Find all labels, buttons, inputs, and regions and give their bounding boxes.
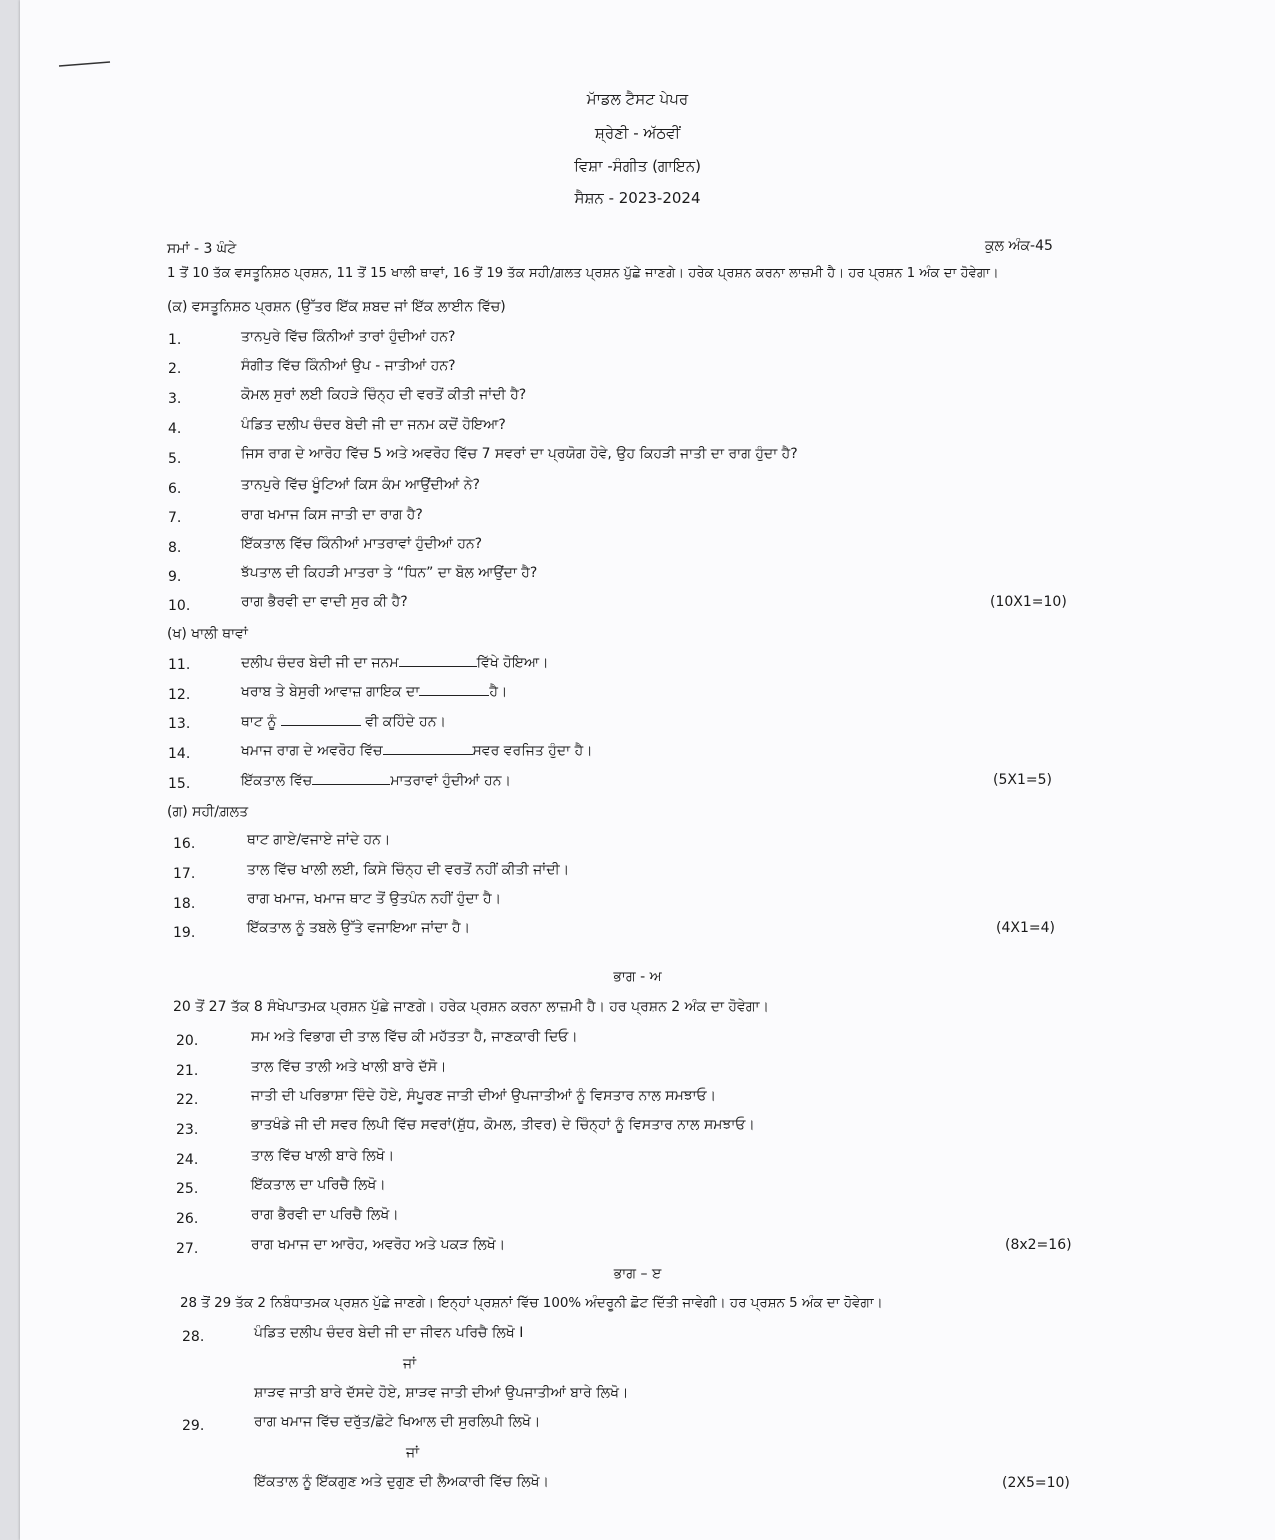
question-text: ਪੰਡਿਤ ਦਲੀਪ ਚੰਦਰ ਬੇਦੀ ਜੀ ਦਾ ਜਨਮ ਕਦੋਂ ਹੋਇਆ?: [241, 417, 506, 433]
fill-blank-question: [241, 772, 511, 789]
question-text-before: ਥਾਟ ਨੂੰ: [241, 714, 277, 730]
question-number: 4.: [168, 421, 182, 437]
question-text: ਰਾਗ ਭੈਰਵੀ ਦਾ ਪਰਿਚੈ ਲਿਖੋ।: [251, 1207, 399, 1223]
class-label: ਸ਼੍ਰੇਣੀ - ਅੱਠਵੀਂ: [594, 124, 681, 142]
question-number: 5.: [168, 451, 182, 467]
scan-pen-mark: [58, 60, 112, 68]
fill-blank-question: [241, 742, 593, 759]
time-label: ਸਮਾਂ - 3 ਘੰਟੇ: [167, 241, 237, 257]
question-number: 28.: [182, 1329, 205, 1345]
total-marks-label: ਕੁਲ ਅੰਕ-45: [985, 238, 1053, 254]
question-text: ਤਾਲ ਵਿੱਚ ਖਾਲੀ ਲਈ, ਕਿਸੇ ਚਿੰਨ੍ਹ ਦੀ ਵਰਤੋਂ ਨਹੀਂ ਕੀਤੀ ਜਾਂਦੀ।: [247, 862, 570, 878]
fill-blank-question: [241, 654, 549, 671]
question-text: ਭਾਤਖੰਡੇ ਜੀ ਦੀ ਸਵਰ ਲਿਪੀ ਵਿੱਚ ਸਵਰਾਂ(ਸ਼ੁੱਧ, ਕੋਮਲ, ਤੀਵਰ) ਦੇ ਚਿੰਨ੍ਹਾਂ ਨੂੰ ਵਿਸਤਾਰ ਨਾਲ ਸਮਝਾਓ।: [251, 1117, 755, 1133]
question-number: 15.: [168, 776, 191, 792]
question-text: ਰਾਗ ਖਮਾਜ ਵਿੱਚ ਦਰੁੱਤ/ਛੋਟੇ ਖਿਆਲ ਦੀ ਸੁਰਲਿਪੀ ਲਿਖੋ।: [254, 1414, 541, 1430]
question-text-after: ਮਾਤਰਾਵਾਂ ਹੁੰਦੀਆਂ ਹਨ।: [390, 773, 511, 789]
question-text: ਤਾਨਪੁਰੇ ਵਿੱਚ ਕਿੰਨੀਆਂ ਤਾਰਾਂ ਹੁੰਦੀਆਂ ਹਨ?: [241, 329, 456, 345]
question-text: ਇੱਕਤਾਲ ਨੂੰ ਤਬਲੇ ਉੱਤੇ ਵਜਾਇਆ ਜਾਂਦਾ ਹੈ।: [247, 920, 471, 936]
question-text: ਇੱਕਤਾਲ ਦਾ ਪਰਿਚੈ ਲਿਖੋ।: [251, 1177, 386, 1193]
question-number: 8.: [168, 540, 182, 556]
answer-blank: [399, 654, 477, 667]
answer-blank: [281, 713, 361, 726]
part-e-instructions: 28 ਤੋਂ 29 ਤੱਕ 2 ਨਿਬੰਧਾਤਮਕ ਪ੍ਰਸ਼ਨ ਪੁੱਛੇ ਜਾਣਗੇ। ਇਨ੍ਹਾਂ ਪ੍ਰਸ਼ਨਾਂ ਵਿੱਚ 100% ਅੰਦਰੂਨੀ ਛੋਟ ਦਿੱਤੀ ਜਾਵੇਗੀ। ਹਰ ਪ੍ਰਸ਼ਨ 5 ਅੰਕ ਦਾ ਹੋਵੇਗਾ।: [180, 1296, 883, 1311]
question-number: 24.: [176, 1152, 199, 1168]
question-text: ਤਾਲ ਵਿੱਚ ਤਾਲੀ ਅਤੇ ਖਾਲੀ ਬਾਰੇ ਦੱਸੋ।: [251, 1059, 447, 1075]
subject-label: ਵਿਸ਼ਾ -ਸੰਗੀਤ (ਗਾਇਨ): [574, 157, 701, 175]
question-text: ਰਾਗ ਖਮਾਜ ਦਾ ਆਰੋਹ, ਅਵਰੋਹ ਅਤੇ ਪਕੜ ਲਿਖੋ।: [251, 1237, 506, 1253]
question-alternative-text: ਇੱਕਤਾਲ ਨੂੰ ਇੱਕਗੁਣ ਅਤੇ ਦੁਗੁਣ ਦੀ ਲੈਅਕਾਰੀ ਵਿੱਚ ਲਿਖੋ।: [254, 1474, 549, 1490]
part-a-heading: ਭਾਗ - ਅ: [613, 969, 662, 985]
part-e-heading: ਭਾਗ – ੲ: [613, 1266, 662, 1282]
question-number: 19.: [173, 925, 196, 941]
answer-blank: [312, 772, 390, 785]
question-text-after: ਵਿੱਖੇ ਹੋਇਆ।: [476, 655, 549, 671]
question-text: ਤਾਲ ਵਿੱਚ ਖਾਲੀ ਬਾਰੇ ਲਿਖੋ।: [251, 1148, 395, 1164]
session-label: ਸੈਸ਼ਨ - 2023-2024: [574, 189, 701, 207]
part-e-marks: (2X5=10): [1002, 1475, 1070, 1491]
question-text-before: ਖਮਾਜ ਰਾਗ ਦੇ ਅਵਰੋਹ ਵਿੱਚ: [241, 743, 383, 759]
section-c-heading: (ਗ) ਸਹੀ/ਗ਼ਲਤ: [167, 804, 249, 820]
question-number: 16.: [173, 836, 196, 852]
or-label: ਜਾਂ: [406, 1445, 420, 1461]
part-a-marks: (8x2=16): [1005, 1237, 1072, 1253]
fill-blank-question: [241, 713, 446, 730]
section-b-heading: (ਖ) ਖਾਲੀ ਥਾਵਾਂ: [167, 626, 248, 642]
question-number: 2.: [168, 361, 182, 377]
question-text-before: ਦਲੀਪ ਚੰਦਰ ਬੇਦੀ ਜੀ ਦਾ ਜਨਮ: [241, 655, 399, 671]
question-text: ਰਾਗ ਭੈਰਵੀ ਦਾ ਵਾਦੀ ਸੁਰ ਕੀ ਹੈ?: [241, 594, 408, 610]
question-number: 1.: [168, 332, 182, 348]
question-text-after: ਸਵਰ ਵਰਜਿਤ ਹੁੰਦਾ ਹੈ।: [472, 743, 593, 759]
paper-title: ਮਾੱਡਲ ਟੈਸਟ ਪੇਪਰ: [586, 90, 689, 108]
question-number: 11.: [168, 657, 191, 673]
question-number: 23.: [176, 1122, 199, 1138]
part-a-instructions: 20 ਤੋਂ 27 ਤੱਕ 8 ਸੰਖੇਪਾਤਮਕ ਪ੍ਰਸ਼ਨ ਪੁੱਛੇ ਜਾਣਗੇ। ਹਰੇਕ ਪ੍ਰਸ਼ਨ ਕਰਨਾ ਲਾਜ਼ਮੀ ਹੈ। ਹਰ ਪ੍ਰਸ਼ਨ 2 ਅੰਕ ਦਾ ਹੋਵੇਗਾ।: [173, 999, 769, 1015]
section-a-heading: (ਕ) ਵਸਤੂਨਿਸ਼ਠ ਪ੍ਰਸ਼ਨ (ਉੱਤਰ ਇੱਕ ਸ਼ਬਦ ਜਾਂ ਇੱਕ ਲਾਈਨ ਵਿੱਚ): [167, 299, 506, 315]
question-text: ਪੰਡਿਤ ਦਲੀਪ ਚੰਦਰ ਬੇਦੀ ਜੀ ਦਾ ਜੀਵਨ ਪਰਿਚੈ ਲਿਖੋ I: [254, 1325, 524, 1341]
question-number: 25.: [176, 1181, 199, 1197]
question-text: ਸਮ ਅਤੇ ਵਿਭਾਗ ਦੀ ਤਾਲ ਵਿੱਚ ਕੀ ਮਹੱਤਤਾ ਹੈ, ਜਾਣਕਾਰੀ ਦਿਓ।: [251, 1029, 578, 1045]
fill-blank-question: [241, 683, 507, 700]
question-text: ਇੱਕਤਾਲ ਵਿੱਚ ਕਿੰਨੀਆਂ ਮਾਤਰਾਵਾਂ ਹੁੰਦੀਆਂ ਹਨ?: [241, 536, 483, 552]
question-text: ਜਾਤੀ ਦੀ ਪਰਿਭਾਸ਼ਾ ਦਿੰਦੇ ਹੋਏ, ਸੰਪੂਰਣ ਜਾਤੀ ਦੀਆਂ ਉਪਜਾਤੀਆਂ ਨੂੰ ਵਿਸਤਾਰ ਨਾਲ ਸਮਝਾਓ।: [251, 1088, 717, 1104]
question-number: 26.: [176, 1211, 199, 1227]
question-number: 22.: [176, 1092, 199, 1108]
question-number: 3.: [168, 391, 182, 407]
general-instructions: 1 ਤੋਂ 10 ਤੱਕ ਵਸਤੂਨਿਸ਼ਠ ਪ੍ਰਸ਼ਨ, 11 ਤੋਂ 15 ਖਾਲੀ ਥਾਵਾਂ, 16 ਤੋਂ 19 ਤੱਕ ਸਹੀ/ਗ਼ਲਤ ਪ੍ਰਸ਼ਨ ਪੁੱਛੇ ਜਾਣਗੇ। ਹਰੇਕ ਪ੍ਰਸ਼ਨ ਕਰਨਾ ਲਾਜ਼ਮੀ ਹੈ। ਹਰ ਪ੍ਰਸ਼ਨ 1 ਅੰਕ ਦਾ ਹੋਵੇਗਾ।: [167, 266, 999, 281]
question-text: ਰਾਗ ਖਮਾਜ ਕਿਸ ਜਾਤੀ ਦਾ ਰਾਗ ਹੈ?: [241, 507, 423, 523]
question-number: 7.: [168, 510, 182, 526]
question-text: ਥਾਟ ਗਾਏ/ਵਜਾਏ ਜਾਂਦੇ ਹਨ।: [247, 832, 391, 848]
question-number: 17.: [173, 866, 196, 882]
question-number: 9.: [168, 569, 182, 585]
section-b-marks: (5X1=5): [993, 772, 1052, 788]
question-number: 27.: [176, 1241, 199, 1257]
question-number: 29.: [182, 1418, 205, 1434]
question-number: 18.: [173, 896, 196, 912]
question-text: ਜਿਸ ਰਾਗ ਦੇ ਆਰੋਹ ਵਿੱਚ 5 ਅਤੇ ਅਵਰੋਹ ਵਿੱਚ 7 ਸਵਰਾਂ ਦਾ ਪ੍ਰਯੋਗ ਹੋਵੇ, ਉਹ ਕਿਹੜੀ ਜਾਤੀ ਦਾ ਰਾਗ ਹੁੰਦਾ ਹੈ?: [241, 446, 798, 462]
question-number: 14.: [168, 746, 191, 762]
question-number: 21.: [176, 1063, 199, 1079]
question-text-before: ਇੱਕਤਾਲ ਵਿੱਚ: [241, 773, 313, 789]
answer-blank: [419, 683, 489, 696]
question-text: ਤਾਨਪੁਰੇ ਵਿੱਚ ਖੂੰਟਿਆਂ ਕਿਸ ਕੰਮ ਆਉਂਦੀਆਂ ਨੇ?: [241, 477, 480, 493]
question-text-before: ਖਰਾਬ ਤੇ ਬੇਸੁਰੀ ਆਵਾਜ਼ ਗਾਇਕ ਦਾ: [241, 684, 420, 700]
question-text-after: ਹੈ।: [489, 684, 508, 700]
question-number: 12.: [168, 687, 191, 703]
question-text: ਸੰਗੀਤ ਵਿੱਚ ਕਿੰਨੀਆਂ ਉਪ - ਜਾਤੀਆਂ ਹਨ?: [241, 358, 456, 374]
answer-blank: [383, 742, 473, 755]
question-number: 6.: [168, 481, 182, 497]
question-text: ਰਾਗ ਖਮਾਜ, ਖਮਾਜ ਥਾਟ ਤੋਂ ਉਤਪੰਨ ਨਹੀਂ ਹੁੰਦਾ ਹੈ।: [247, 891, 502, 907]
question-number: 13.: [168, 716, 191, 732]
section-a-marks: (10X1=10): [990, 594, 1067, 610]
question-number: 10.: [168, 598, 191, 614]
or-label: ਜਾਂ: [403, 1356, 417, 1372]
question-text: ਕੋਮਲ ਸੁਰਾਂ ਲਈ ਕਿਹੜੇ ਚਿੰਨ੍ਹ ਦੀ ਵਰਤੋਂ ਕੀਤੀ ਜਾਂਦੀ ਹੈ?: [241, 387, 527, 403]
question-number: 20.: [176, 1033, 199, 1049]
question-alternative-text: ਸ਼ਾੜਵ ਜਾਤੀ ਬਾਰੇ ਦੱਸਦੇ ਹੋਏ, ਸ਼ਾੜਵ ਜਾਤੀ ਦੀਆਂ ਉਪਜਾਤੀਆਂ ਬਾਰੇ ਲਿਖੋ।: [254, 1385, 629, 1401]
section-c-marks: (4X1=4): [996, 920, 1055, 936]
question-text: ਝੱਪਤਾਲ ਦੀ ਕਿਹੜੀ ਮਾਤਰਾ ਤੇ “ਧਿਨ” ਦਾ ਬੋਲ ਆਉਂਦਾ ਹੈ?: [241, 565, 538, 581]
question-text-after: ਵੀ ਕਹਿੰਦੇ ਹਨ।: [365, 714, 446, 730]
